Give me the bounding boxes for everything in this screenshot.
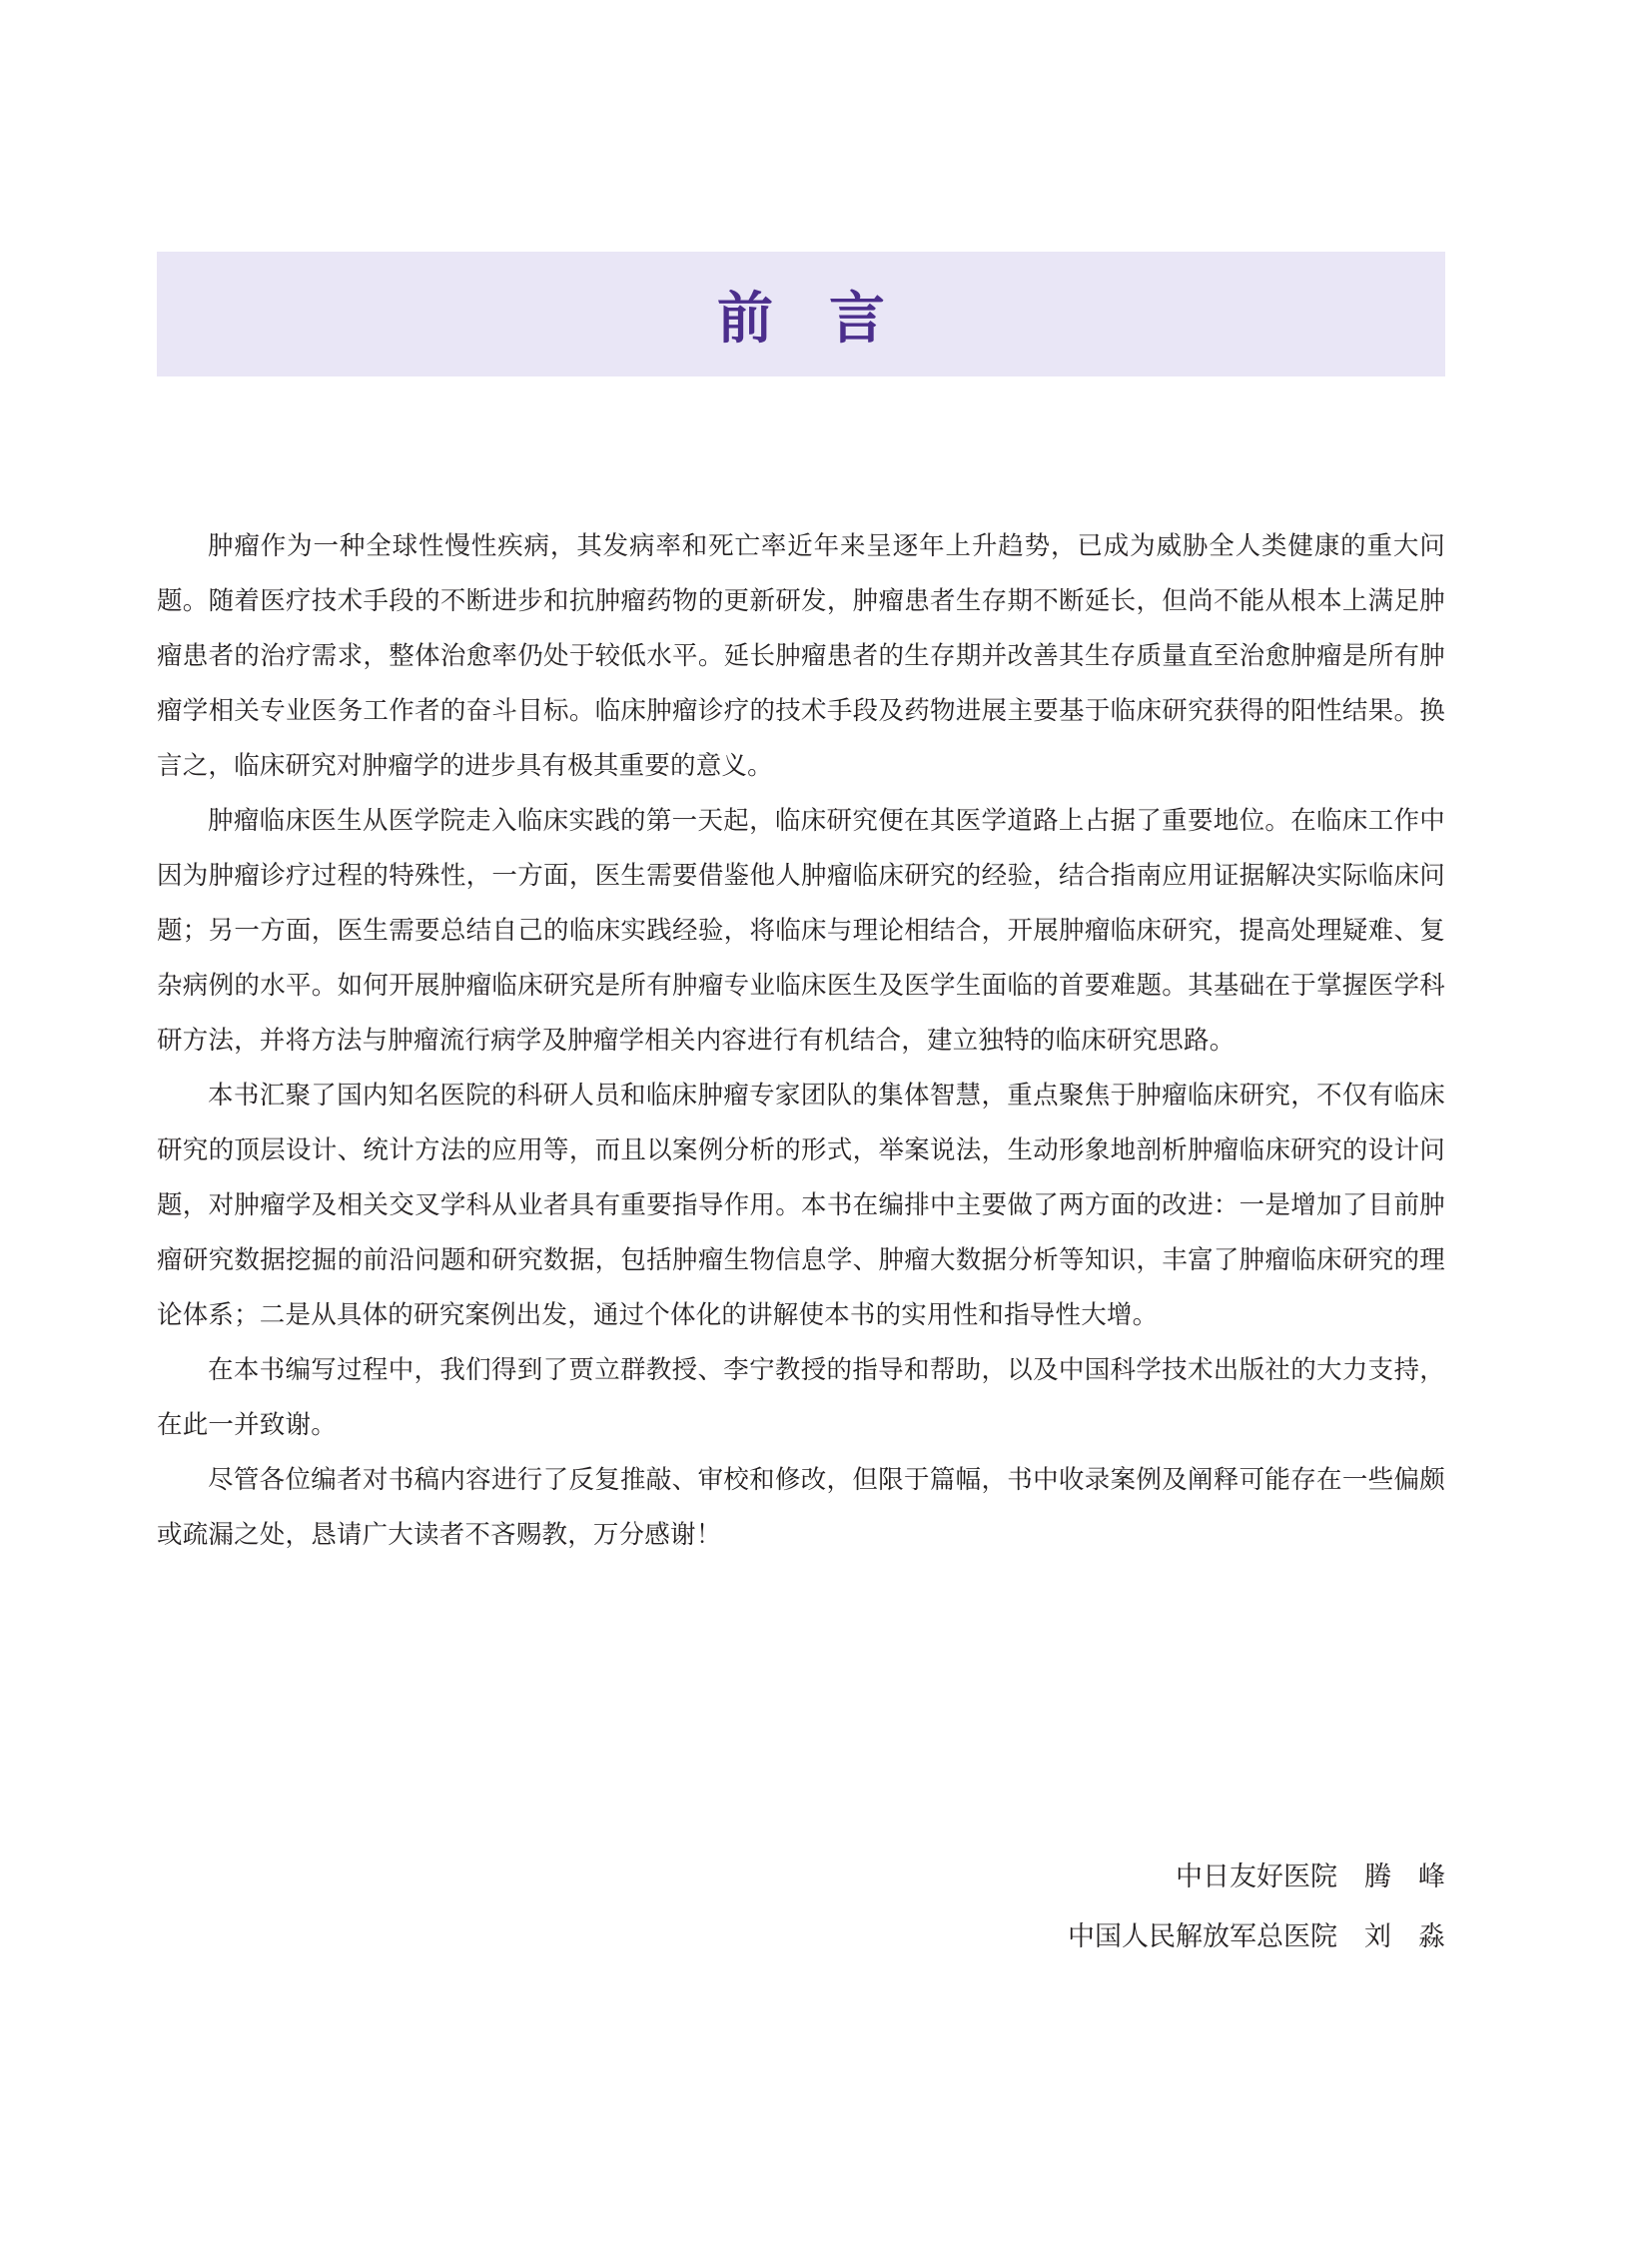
paragraph-5: 尽管各位编者对书稿内容进行了反复推敲、审校和修改，但限于篇幅，书中收录案例及阐释可能存在一些偏颇或疏漏之处，恳请广大读者不吝赐教，万分感谢！ bbox=[157, 1465, 1445, 1550]
title-banner bbox=[157, 252, 1445, 376]
page-title: 前 言 bbox=[717, 286, 885, 352]
preface-body bbox=[157, 519, 1445, 1563]
paragraph-4: 在本书编写过程中，我们得到了贾立群教授、李宁教授的指导和帮助，以及中国科学技术出版社的大力支持，在此一并致谢。 bbox=[157, 1355, 1445, 1440]
signature-line-1: 中日友好医院 腾 峰 bbox=[1176, 1862, 1445, 1892]
paragraph-2: 肿瘤临床医生从医学院走入临床实践的第一天起，临床研究便在其医学道路上占据了重要地位。在临床工作中因为肿瘤诊疗过程的特殊性，一方面，医生需要借鉴他人肿瘤临床研究的经验，结合指南应用证据解决实际临床问题；另一方面，医生需要总结自己的临床实践经验，将临床与理论相结合，开展肿瘤临床研究，提高处理疑难、复杂病例的水平。如何开展肿瘤临床研究是所有肿瘤专业临床医生及医学生面临的首要难题。其基础在于掌握医学科研方法，并将方法与肿瘤流行病学及肿瘤学相关内容进行有机结合，建立独特的临床研究思路。 bbox=[157, 806, 1445, 1056]
paragraph-1: 肿瘤作为一种全球性慢性疾病，其发病率和死亡率近年来呈逐年上升趋势，已成为威胁全人类健康的重大问题。随着医疗技术手段的不断进步和抗肿瘤药物的更新研发，肿瘤患者生存期不断延长，但尚不能从根本上满足肿瘤患者的治疗需求，整体治愈率仍处于较低水平。延长肿瘤患者的生存期并改善其生存质量直至治愈肿瘤是所有肿瘤学相关专业医务工作者的奋斗目标。临床肿瘤诊疗的技术手段及药物进展主要基于临床研究获得的阳性结果。换言之，临床研究对肿瘤学的进步具有极其重要的意义。 bbox=[157, 531, 1445, 781]
signature-block bbox=[1068, 1848, 1445, 1967]
signature-line-2: 中国人民解放军总医院 刘 淼 bbox=[1068, 1921, 1445, 1952]
paragraph-3: 本书汇聚了国内知名医院的科研人员和临床肿瘤专家团队的集体智慧，重点聚焦于肿瘤临床研究，不仅有临床研究的顶层设计、统计方法的应用等，而且以案例分析的形式，举案说法，生动形象地剖析肿瘤临床研究的设计问题，对肿瘤学及相关交叉学科从业者具有重要指导作用。本书在编排中主要做了两方面的改进：一是增加了目前肿瘤研究数据挖掘的前沿问题和研究数据，包括肿瘤生物信息学、肿瘤大数据分析等知识，丰富了肿瘤临床研究的理论体系；二是从具体的研究案例出发，通过个体化的讲解使本书的实用性和指导性大增。 bbox=[157, 1081, 1445, 1330]
